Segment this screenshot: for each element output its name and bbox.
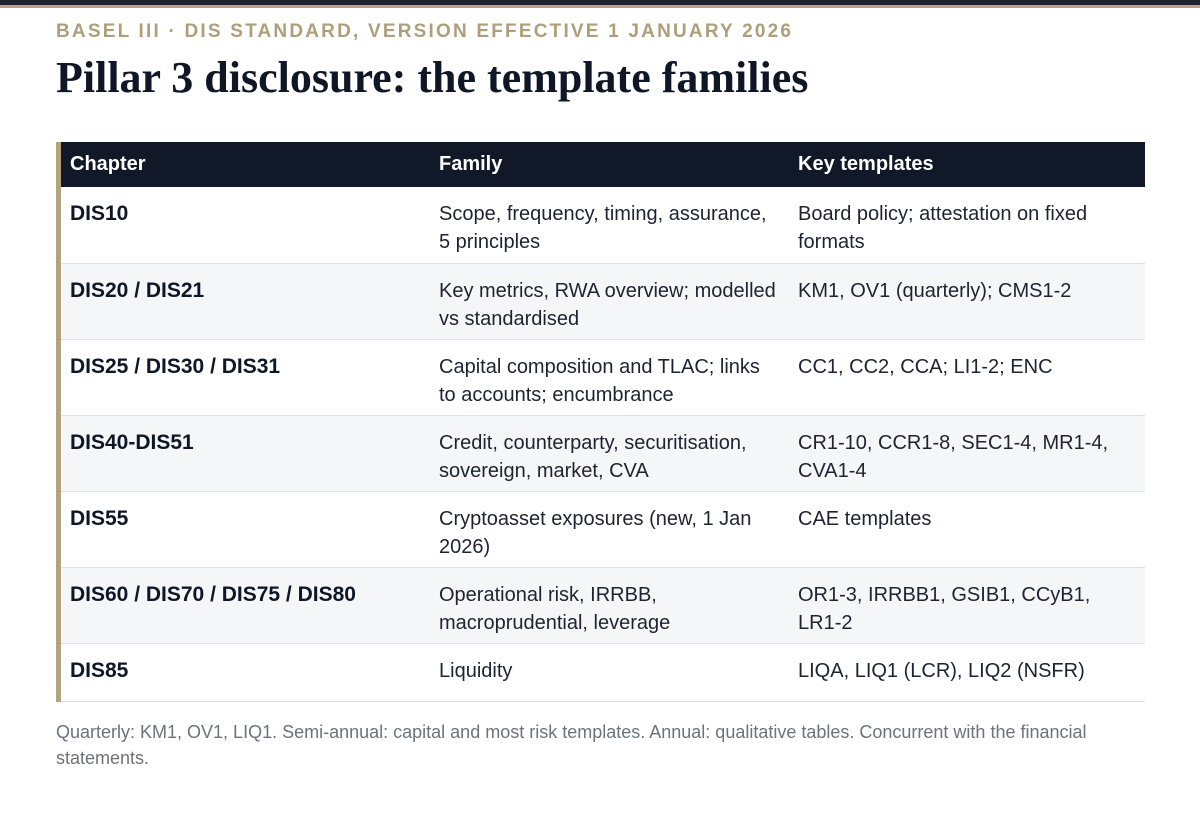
templates-cell: KM1, OV1 (quarterly); CMS1-2 bbox=[798, 279, 1072, 302]
templates-cell: LIQA, LIQ1 (LCR), LIQ2 (NSFR) bbox=[798, 659, 1085, 682]
template-table bbox=[61, 142, 1145, 702]
column-header-family: Family bbox=[439, 153, 503, 175]
table-row bbox=[61, 187, 1145, 263]
chapter-cell: DIS55 bbox=[70, 506, 129, 530]
column-header-key-templates: Key templates bbox=[798, 153, 934, 175]
top-rule-accent bbox=[0, 5, 1200, 8]
table-row bbox=[61, 339, 1145, 415]
chapter-cell: DIS20 / DIS21 bbox=[70, 278, 205, 302]
chapter-cell: DIS85 bbox=[70, 658, 129, 682]
table-row bbox=[61, 567, 1145, 643]
family-cell: Liquidity bbox=[439, 659, 513, 682]
chapter-cell: DIS10 bbox=[70, 202, 129, 225]
footnote: Quarterly: KM1, OV1, LIQ1. Semi-annual: capital and most risk templates. Annual: qualitative tables. Concurrent with the financial statements. bbox=[56, 722, 1087, 768]
family-cell: Scope, frequency, timing, assurance, 5 principles bbox=[439, 203, 767, 253]
eyebrow-label: BASEL III · DIS STANDARD, VERSION EFFECTIVE 1 JANUARY 2026 bbox=[56, 21, 794, 42]
table-row bbox=[61, 263, 1145, 339]
table-header-row bbox=[61, 142, 1145, 187]
templates-cell: CR1-10, CCR1-8, SEC1-4, MR1-4, CVA1-4 bbox=[798, 431, 1109, 482]
table-row bbox=[61, 415, 1145, 491]
templates-cell: OR1-3, IRRBB1, GSIB1, CCyB1, LR1-2 bbox=[798, 583, 1091, 634]
templates-cell: Board policy; attestation on fixed formats bbox=[798, 203, 1088, 253]
family-cell: Capital composition and TLAC; links to accounts; encumbrance bbox=[439, 355, 760, 406]
column-header-chapter: Chapter bbox=[70, 153, 146, 175]
chapter-cell: DIS40-DIS51 bbox=[70, 430, 194, 454]
chapter-cell: DIS25 / DIS30 / DIS31 bbox=[70, 354, 281, 378]
family-cell: Credit, counterparty, securitisation, sovereign, market, CVA bbox=[439, 431, 747, 482]
page-title: Pillar 3 disclosure: the template families bbox=[56, 53, 809, 102]
templates-cell: CC1, CC2, CCA; LI1-2; ENC bbox=[798, 355, 1053, 378]
family-cell: Cryptoasset exposures (new, 1 Jan 2026) bbox=[439, 507, 752, 558]
table-row bbox=[61, 643, 1145, 701]
table-row bbox=[61, 491, 1145, 567]
family-cell: Key metrics, RWA overview; modelled vs standardised bbox=[439, 279, 776, 330]
template-table-container bbox=[56, 142, 1150, 702]
templates-cell: CAE templates bbox=[798, 507, 932, 530]
family-cell: Operational risk, IRRBB, macroprudential, leverage bbox=[439, 583, 671, 634]
chapter-cell: DIS60 / DIS70 / DIS75 / DIS80 bbox=[70, 582, 356, 606]
